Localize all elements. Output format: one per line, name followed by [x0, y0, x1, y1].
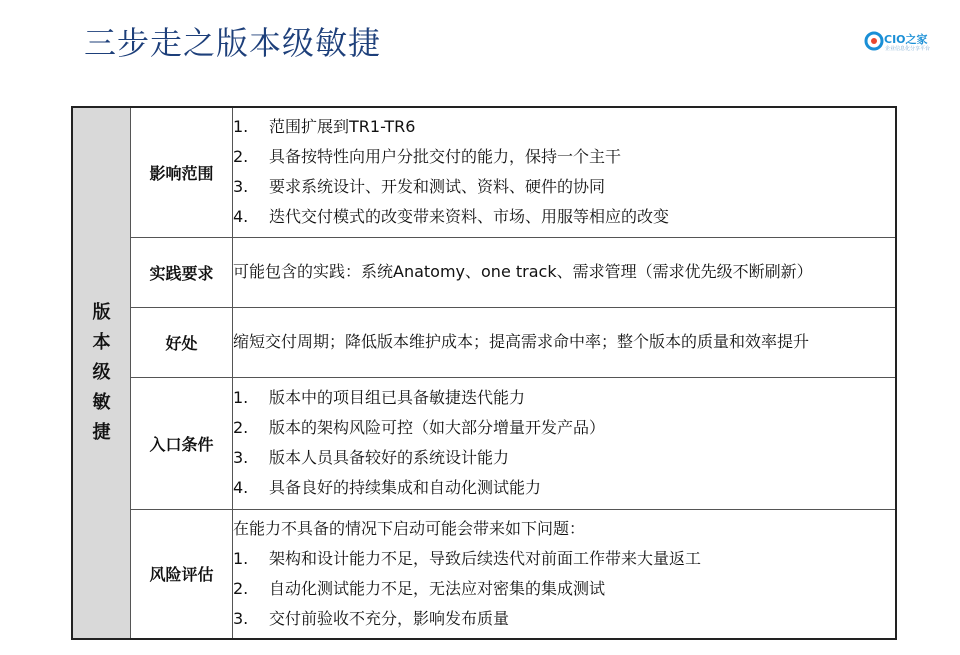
table-row [72, 377, 896, 509]
row-content-scope [233, 107, 897, 237]
side-label: 版 本 级 敏 捷 [72, 107, 131, 639]
list-item: 4. 具备良好的持续集成和自动化测试能力 [233, 478, 542, 497]
list-item: 4. 迭代交付模式的改变带来资料、市场、用服等相应的改变 [233, 207, 670, 227]
agile-table [71, 106, 897, 640]
logo-icon [864, 30, 884, 52]
row-content-benefit: 缩短交付周期；降低版本维护成本；提高需求命中率；整个版本的质量和效率提升 [233, 307, 897, 377]
row-content-practice: 可能包含的实践：系统Anatomy、one track、需求管理（需求优先级不断刷新） [233, 237, 897, 307]
list-item: 3. 交付前验收不充分，影响发布质量 [233, 608, 510, 628]
list-item: 2. 具备按特性向用户分批交付的能力，保持一个主干 [233, 147, 622, 167]
list-item: 3. 要求系统设计、开发和测试、资料、硬件的协同 [233, 177, 606, 197]
row-label-benefit: 好处 [131, 307, 233, 377]
list-item: 2. 版本的架构风险可控（如大部分增量开发产品） [233, 418, 606, 437]
list-item: 2. 自动化测试能力不足，无法应对密集的集成测试 [233, 578, 606, 598]
row-label-risk: 风险评估 [131, 509, 233, 639]
row-label-entry: 入口条件 [131, 377, 233, 509]
table-row [72, 237, 896, 307]
table-row [72, 509, 896, 639]
row-content-entry [233, 377, 897, 509]
list-item: 1. 范围扩展到TR1-TR6 [233, 117, 416, 137]
logo-text: CIO之家 [884, 33, 928, 46]
row-label-scope: 影响范围 [131, 107, 233, 237]
cio-logo [864, 28, 934, 56]
table-row [72, 107, 896, 237]
row-label-practice: 实践要求 [131, 237, 233, 307]
table-row [72, 307, 896, 377]
row-content-risk: 在能力不具备的情况下启动可能会带来如下问题： 1. 架构和设计能力不足，导致后续迭代对前面工作带来大量返工 2. 自动化测试能力不足，无法应对密集的集成测试 3. 交付前验收不充分，影响发布质量 [233, 509, 897, 639]
list-item: 1. 版本中的项目组已具备敏捷迭代能力 [233, 388, 526, 407]
page-title: 三步走之版本级敏捷 [84, 24, 382, 62]
list-item: 1. 架构和设计能力不足，导致后续迭代对前面工作带来大量返工 [233, 548, 702, 568]
list-item: 3. 版本人员具备较好的系统设计能力 [233, 448, 510, 467]
logo-subtitle: 企业信息化分享平台 [885, 46, 931, 52]
